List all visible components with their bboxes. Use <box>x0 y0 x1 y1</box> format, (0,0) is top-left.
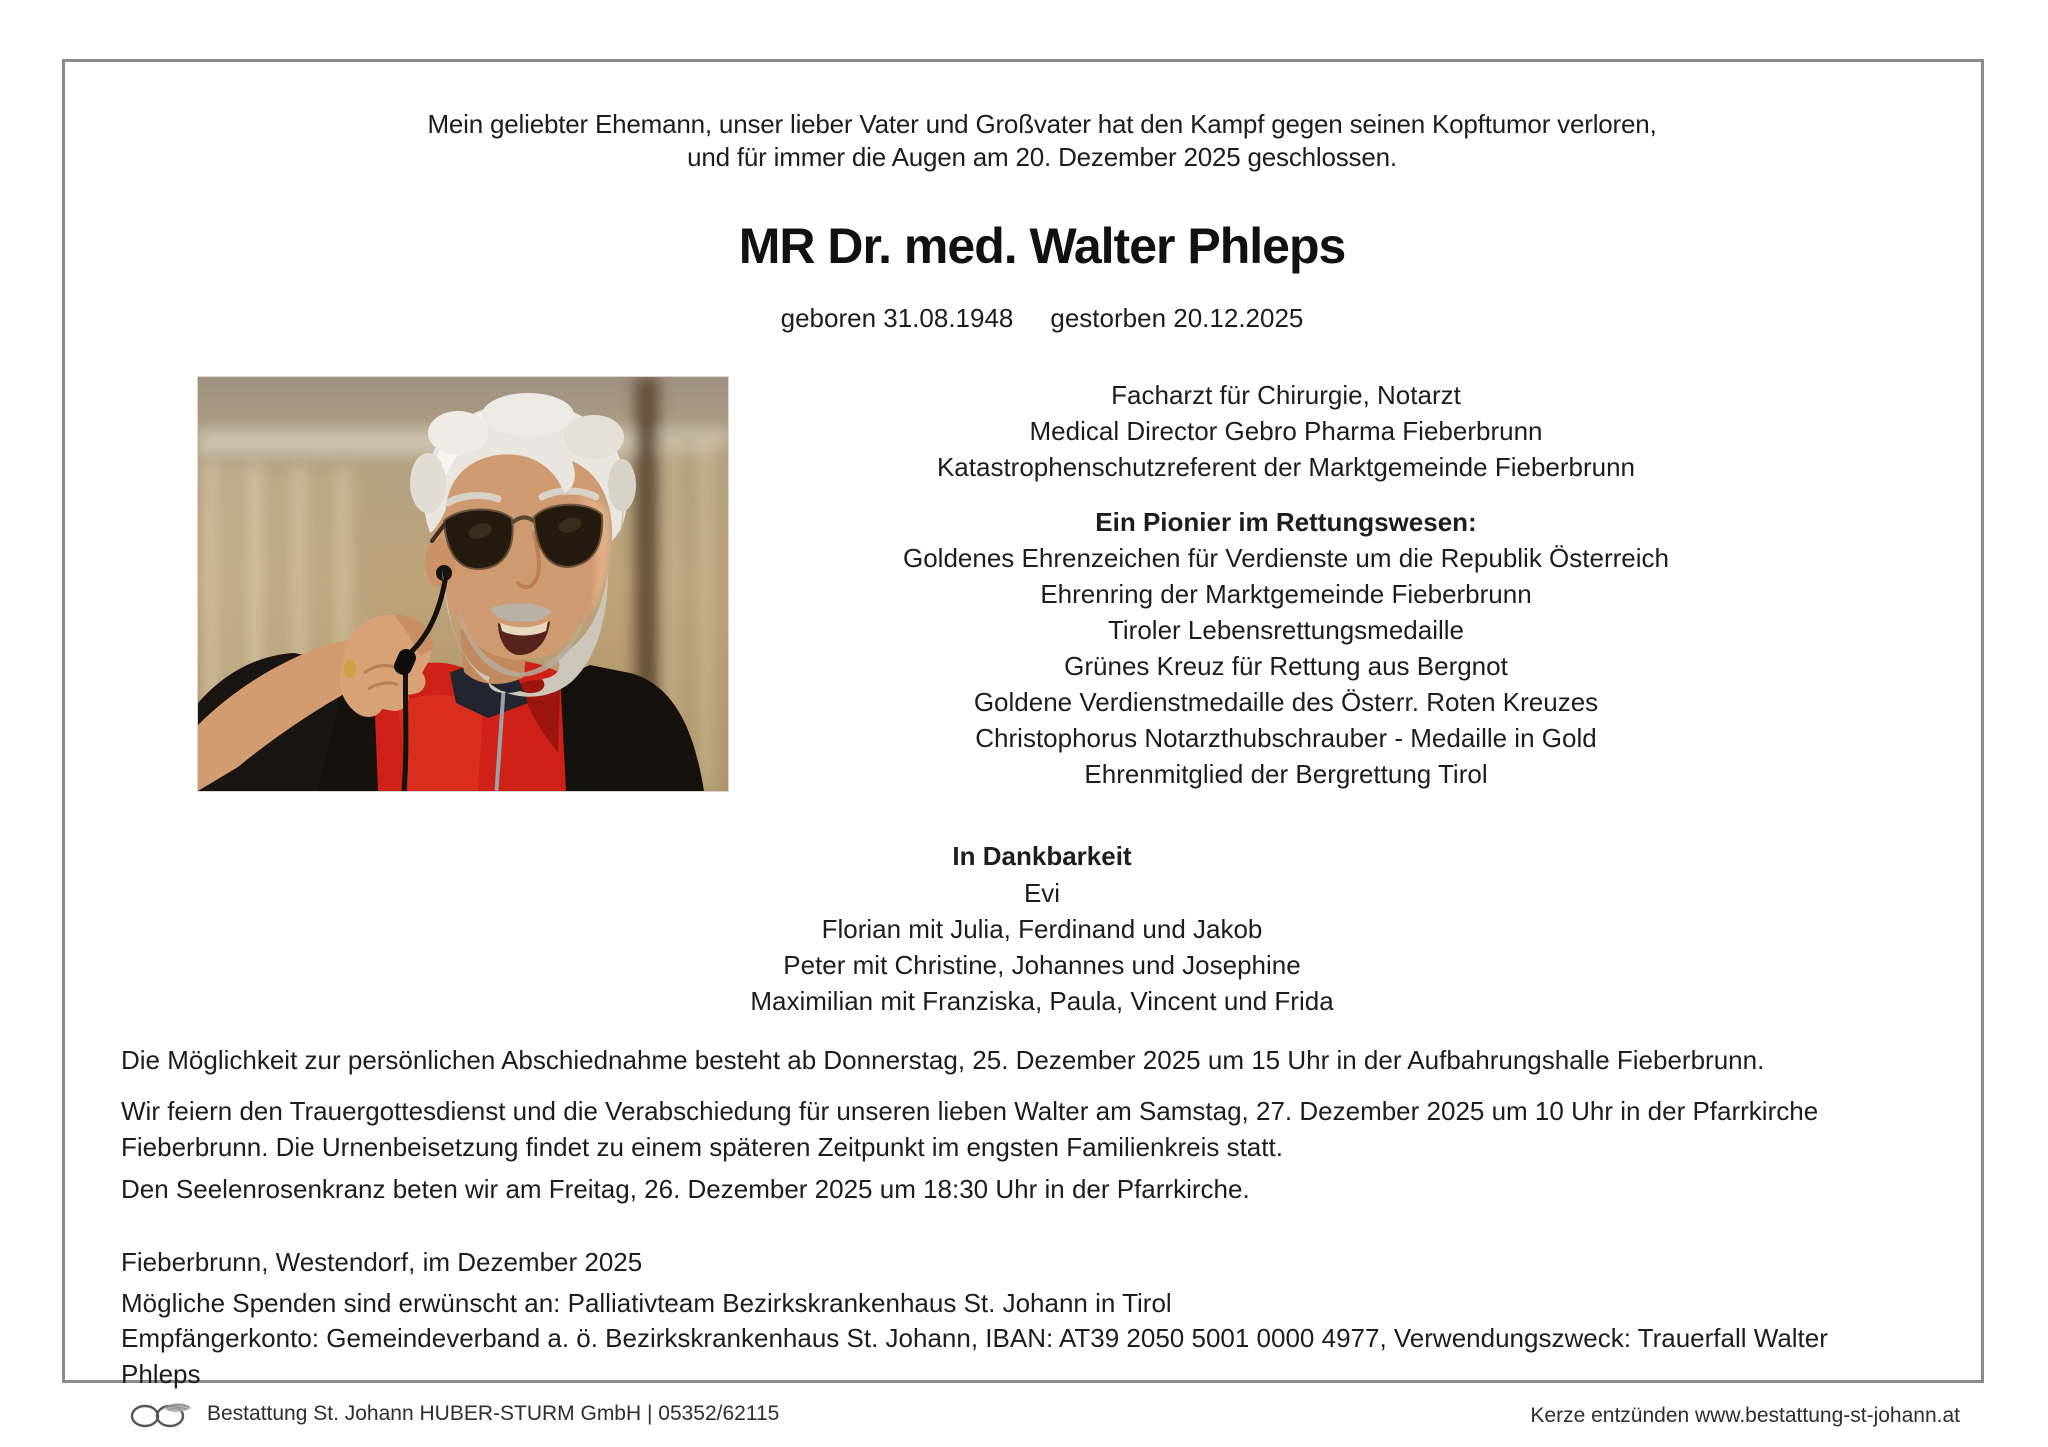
family-list <box>121 875 1963 1019</box>
title-line: Facharzt für Chirurgie, Notarzt <box>1111 380 1461 410</box>
viewing-announcement: Die Möglichkeit zur persönlichen Abschiednahme besteht ab Donnerstag, 25. Dezember 2025 um 15 Uhr in der Aufbahrungshalle Fieberbrunn. <box>121 1045 1765 1075</box>
earpiece-icon <box>436 565 452 581</box>
honor-line: Grünes Kreuz für Rettung aus Bergnot <box>1064 651 1508 681</box>
infinity-leaf-logo <box>128 1398 194 1430</box>
honor-line: Goldenes Ehrenzeichen für Verdienste um die Republik Österreich <box>903 543 1669 573</box>
family-line: Peter mit Christine, Johannes und Josephine <box>783 950 1301 980</box>
honor-line: Ehrenmitglied der Bergrettung Tirol <box>1084 759 1488 789</box>
title-line: Katastrophenschutzreferent der Marktgemeinde Fieberbrunn <box>936 452 1636 482</box>
funeral-home-info <box>128 1396 779 1432</box>
ring <box>344 660 356 678</box>
portrait-photo <box>198 377 728 791</box>
honor-line: Ehrenring der Marktgemeinde Fieberbrunn <box>1040 579 1532 609</box>
intro-text <box>121 108 1963 174</box>
intro-line-2: und für immer die Augen am 20. Dezember 2025 geschlossen. <box>687 142 1397 172</box>
place-and-date: Fieberbrunn, Westendorf, im Dezember 2025 <box>121 1247 643 1277</box>
donation-account: Empfängerkonto: Gemeindeverband a. ö. Bezirkskrankenhaus St. Johann, IBAN: AT39 2050 5001 0000 4977, Verwendungszweck: Trauerfall Walter Phleps <box>121 1323 1828 1389</box>
gratitude-section <box>121 838 1963 1019</box>
died-date: gestorben 20.12.2025 <box>1050 303 1304 333</box>
donation-request: Mögliche Spenden sind erwünscht an: Palliativteam Bezirkskrankenhaus St. Johann in Tirol <box>121 1288 1172 1318</box>
service-announcement: Wir feiern den Trauergottesdienst und die Verabschiedung für unseren lieben Walter am Samstag, 27. Dezember 2025 um 10 Uhr in der Pfarrkirche Fieberbrunn. Die Urnenbeisetzung findet zu einem späteren Zeitpunkt im engsten Familienkreis statt. <box>121 1096 1819 1162</box>
life-dates <box>121 301 1963 335</box>
family-line: Evi <box>1023 878 1061 908</box>
intro-line-1: Mein geliebter Ehemann, unser lieber Vater und Großvater hat den Kampf gegen seinen Kopftumor verloren, <box>427 109 1657 139</box>
honor-line: Goldene Verdienstmedaille des Österr. Roten Kreuzes <box>973 687 1599 717</box>
family-line: Florian mit Julia, Ferdinand und Jakob <box>821 914 1263 944</box>
born-date: geboren 31.08.1948 <box>780 303 1014 333</box>
professional-titles <box>734 377 1838 485</box>
honors-list <box>734 540 1838 792</box>
rosary-announcement: Den Seelenrosenkranz beten wir am Freitag, 26. Dezember 2025 um 18:30 Uhr in der Pfarrkirche. <box>121 1174 1250 1204</box>
portrait-illustration <box>198 377 728 791</box>
honor-line: Tiroler Lebensrettungsmedaille <box>1107 615 1464 645</box>
title-line: Medical Director Gebro Pharma Fieberbrunn <box>1029 416 1543 446</box>
gratitude-heading: In Dankbarkeit <box>952 841 1132 871</box>
professional-titles-section <box>734 377 1838 792</box>
family-line: Maximilian mit Franziska, Paula, Vincent und Frida <box>750 986 1334 1016</box>
candle-link[interactable]: Kerze entzünden www.bestattung-st-johann.at <box>1530 1404 1960 1427</box>
deceased-name: MR Dr. med. Walter Phleps <box>738 218 1346 274</box>
pioneer-heading: Ein Pionier im Rettungswesen: <box>1095 507 1477 537</box>
honor-line: Christophorus Notarzthubschrauber - Medaille in Gold <box>975 723 1597 753</box>
funeral-home-text: Bestattung St. Johann HUBER-STURM GmbH | 05352/62115 <box>207 1402 780 1425</box>
